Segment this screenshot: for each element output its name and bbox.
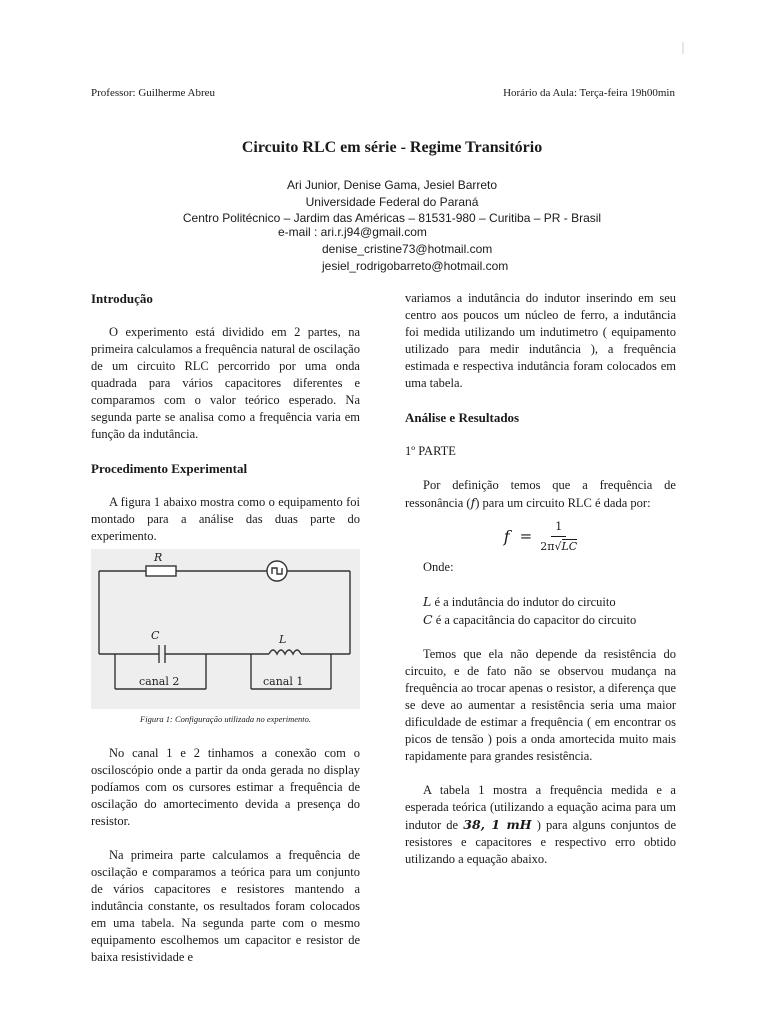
circuit-figure [91,549,360,709]
email-jesiel: jesiel_rodrigobarreto@hotmail.com [322,259,509,273]
analysis-heading: Análise e Resultados [405,410,520,425]
symbol-f: f [470,495,476,510]
c-definition: C é a capacitância do capacitor do circuito [423,612,637,627]
university: Universidade Federal do Paraná [305,195,479,209]
intro-paragraph: O experimento está dividido em 2 partes, na primeira calculamos a frequência natural de oscilação de um circuito RLC percorrido por uma onda quadrada para vários capacitores diferentes e comparamos com o valor teórico esperado. Na segunda parte se analisa como a frequência varia em função da indutância. [91,325,360,441]
part1-label: 1º PARTE [405,444,456,458]
professor-label: Professor: Guilherme Abreu [91,87,216,99]
resistance-paragraph: Temos que ela não depende da resistência do circuito, e de fato não se observou mudança na frequência ao trocar apenas o resistor, a diferença que se deve ao aumentar a resistência seria uma maior dificuldade de estimar a frequência ( em encontrar os picos de tensão ) pois a onda amortecida muito mais rapidamente para grandes resistência. [405,647,676,763]
resonance-formula: f = $\frac{1}{2\pi√LC}$ [503,520,578,553]
procedure-heading: Procedimento Experimental [91,461,248,476]
l-definition: L é a indutância do indutor do circuito [423,594,616,609]
label-l: L [279,633,287,646]
canal-paragraph: No canal 1 e 2 tinhamos a conexão com o osciloscópio onde a partir da onda gerada no display podíamos com os cursores estimar a frequência de oscilação do amortecimento devida a presença do resistor. [91,746,360,828]
email-line: e-mail : ari.r.j94@gmail.com [278,225,427,239]
left-column [91,290,360,966]
email-denise: denise_cristine73@hotmail.com [322,242,493,256]
label-canal1: canal 1 [263,675,304,688]
class-schedule: Horário da Aula: Terça-feira 19h00min [503,87,675,99]
label-c: C [151,629,160,642]
right-column [405,290,676,868]
author-names: Ari Junior, Denise Gama, Jesiel Barreto [286,178,498,192]
intro-heading: Introdução [91,291,153,306]
procedure-paragraph: A figura 1 abaixo mostra como o equipamento foi montado para a análise das duas parte do experimento. [91,495,360,543]
page-mark [682,42,684,54]
onde-label: Onde: [423,560,454,574]
address: Centro Politécnico – Jardim das Américas – 81531-980 – Curitiba – PR - Brasil [182,211,602,225]
definition-paragraph: Por definição temos que a frequência de ressonância (f) para um circuito RLC é dada por: [405,478,676,510]
figure-caption: Figura 1: Configuração utilizada no experimento. [140,714,311,724]
label-r: R [154,551,163,564]
paper-title: Circuito RLC em série - Regime Transitório [241,139,543,156]
label-canal2: canal 2 [139,675,180,688]
table-paragraph: A tabela 1 mostra a frequência medida e a esperada teórica (utilizando a equação acima para um indutor de 38, 1 mH ) para alguns conjuntos de resistores e capacitores e respectivo erro obtido utilizando a equação abaixo. [405,783,677,866]
first-part-paragraph: Na primeira parte calculamos a frequência de oscilação e comparamos a teórica para um conjunto de vários capacitores e resistores mantendo a indutância constante, os resultados foram colocados em uma tabela. Na segunda parte com o mesmo equipamento escolhemos um capacitor e resistor de baixa resistividade e [91,848,360,964]
continuation-paragraph: variamos a indutância do indutor inserindo em seu centro aos poucos um núcleo de ferro, a indutância foi medida utilizando um indutimetro ( equipamento utilizado para medir indutância ), a frequência estimada e respectiva indutância foram colocados em uma tabela. [405,291,676,390]
